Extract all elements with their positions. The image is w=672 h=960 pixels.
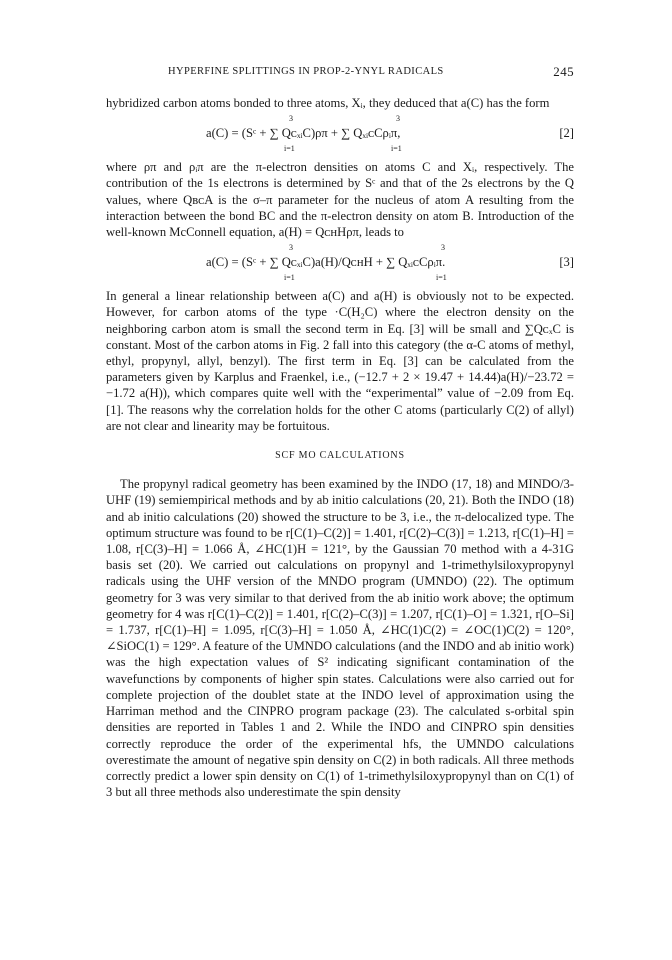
paragraph-1: hybridized carbon atoms bonded to three atoms, Xᵢ, they deduced that a(C) has the form: [106, 96, 550, 110]
eq2-sum2-lower: i=1: [391, 144, 402, 154]
running-title: HYPERFINE SPLITTINGS IN PROP-2-YNYL RADICALS: [168, 66, 444, 77]
section-heading: SCF MO CALCULATIONS: [275, 450, 405, 462]
eq3-sum2-upper: 3: [441, 243, 445, 253]
eq3-expression: a(C) = (Sᶜ + ∑ QᴄₓᵢC)a(H)/QᴄʜH + ∑ QₓᵢᴄCρᵢπ.: [206, 255, 446, 270]
equation-2: [106, 113, 574, 155]
paragraph-2: where ρπ and ρᵢπ are the π-electron densities on atoms C and Xᵢ, respectively. The contribution of the 1s electrons is determined by Sᶜ and that of the 2s electrons by the Q values, where QʙᴄA is the σ–π parameter for the nucleus of atom A resulting from the interaction between the bond BC and the π-electron density on atom B. Introduction of the well-known McConnell equation, a(H) = QᴄʜHρπ, leads to: [106, 160, 574, 240]
eq2-sum1-lower: i=1: [284, 144, 295, 154]
eq3-sum1-lower: i=1: [284, 273, 295, 283]
article-body: [106, 95, 574, 800]
paragraph-4: The propynyl radical geometry has been examined by the INDO (17, 18) and MINDO/3-UHF (19) semiempirical methods and by ab initio calculations (20, 21). Both the INDO (18) and ab initio calculations (20) showed the structure to be 3, i.e., the π-delocalized type. The optimum structure was found to be r[C(1)–C(2)] = 1.401, r[C(2)–C(3)] = 1.213, r[C(1)–H] = 1.08, r[C(3)–H] = 1.066 Å, ∠HC(1)H = 121°, by the Gaussian 70 method with a 4-31G basis set (20). We carried out calculations on propynyl and 1-trimethylsiloxypropynyl radicals using the UHF version of the MNDO program (UMNDO) (22). The optimum geometry for 3 was very similar to that derived from the ab initio work above; the optimum geometry for 4 was r[C(1)–C(2)] = 1.401, r[C(2)–C(3)] = 1.207, r[C(1)–O] = 1.321, r[O–Si] = 1.737, r[C(1)–H] = 1.095, r[C(3)–H] = 1.050 Å, ∠HC(1)C(2) = ∠OC(1)C(2) = 120°, ∠SiOC(1) = 129°. A feature of the UMNDO calculations (and the INDO and ab initio work) was the high expectation values of S² indicating significant contamination of the wavefunctions by components of higher spin states. Calculations were also carried out for complete projection of the doublet state at the INDO level of approximation using the Harriman method and the CINPRO program package (23). The calculated s-orbital spin densities are reported in Tables 1 and 2. While the INDO and CINPRO spin densities correctly reproduce the order of the experimental hfs, the UMNDO calculations overestimate the amount of negative spin density on C(2) in both radicals. All three methods correctly predict a lower spin density on C(1) of 1-trimethylsiloxypropynyl than on C(1) of 3 but all three methods also underestimate the spin density: [106, 477, 574, 800]
eq2-number: [2]: [559, 126, 574, 141]
equation-3: [106, 242, 574, 284]
eq2-expression: a(C) = (Sᶜ + ∑ QᴄₓᵢC)ρπ + ∑ QₓᵢᴄCρᵢπ,: [206, 126, 401, 141]
eq3-number: [3]: [559, 255, 574, 270]
eq3-sum1-upper: 3: [289, 243, 293, 253]
paragraph-3: In general a linear relationship between a(C) and a(H) is obviously not to be expected. However, for carbon atoms of the type ·C(H₂C) where the electron density on the neighboring carbon atom is small the second term in Eq. [3] will be small and ∑QᴄₓC is constant. Most of the carbon atoms in Fig. 2 fall into this category (the α-C atoms of methyl, ethyl, propynyl, allyl, benzyl). The first term in Eq. [3] can be calculated from the parameters given by Karplus and Fraenkel, i.e., (−12.7 + 2 × 19.47 + 14.44)a(H)/−23.72 = −1.72 a(H)), which compares quite well with the “experimental” value of −2.09 from Eq. [1]. The reasons why the correlation holds for the other C atoms (particularly C(2) of allyl) are not clear and linearity may be fortuitous.: [106, 289, 574, 433]
eq3-sum2-lower: i=1: [436, 273, 447, 283]
running-header: [106, 66, 574, 82]
eq2-sum1-upper: 3: [289, 114, 293, 124]
eq2-sum2-upper: 3: [396, 114, 400, 124]
page-number: 245: [553, 64, 574, 79]
